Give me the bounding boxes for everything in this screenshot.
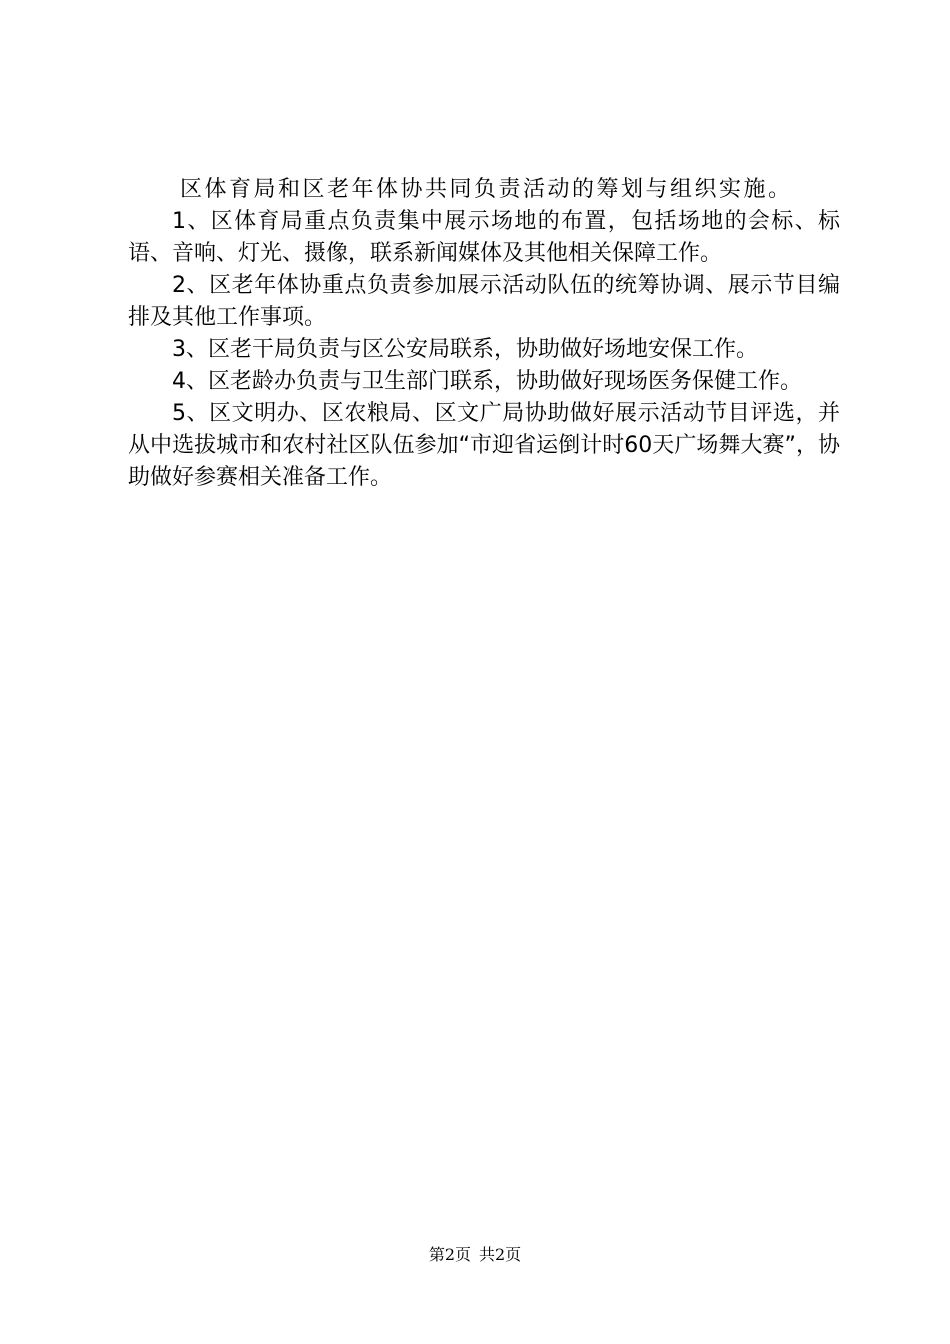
item-paragraph-4: 4、区老龄办负责与卫生部门联系，协助做好现场医务保健工作。 xyxy=(172,369,802,394)
item-paragraph-5: 5、区文明办、区农粮局、区文广局协助做好展示活动节目评选，并从中选拔城市和农村社区队伍参加“市迎省运倒计时60天广场舞大赛”，协助做好参赛相关准备工作。 xyxy=(128,401,840,490)
item-paragraph-3: 3、区老干局负责与区公安局联系，协助做好场地安保工作。 xyxy=(172,337,758,362)
page-total: 共2页 xyxy=(479,1245,522,1264)
page-number: 第2页 xyxy=(428,1245,471,1264)
item-paragraph-1: 1、区体育局重点负责集中展示场地的布置，包括场地的会标、标语、音响、灯光、摄像，联系新闻媒体及其他相关保障工作。 xyxy=(128,209,840,266)
item-paragraph-2: 2、区老年体协重点负责参加展示活动队伍的统筹协调、展示节目编排及其他工作事项。 xyxy=(128,273,840,330)
document-body xyxy=(128,174,840,494)
page-footer xyxy=(0,1245,950,1265)
intro-paragraph: 区体育局和区老年体协共同负责活动的筹划与组织实施。 xyxy=(180,177,793,202)
